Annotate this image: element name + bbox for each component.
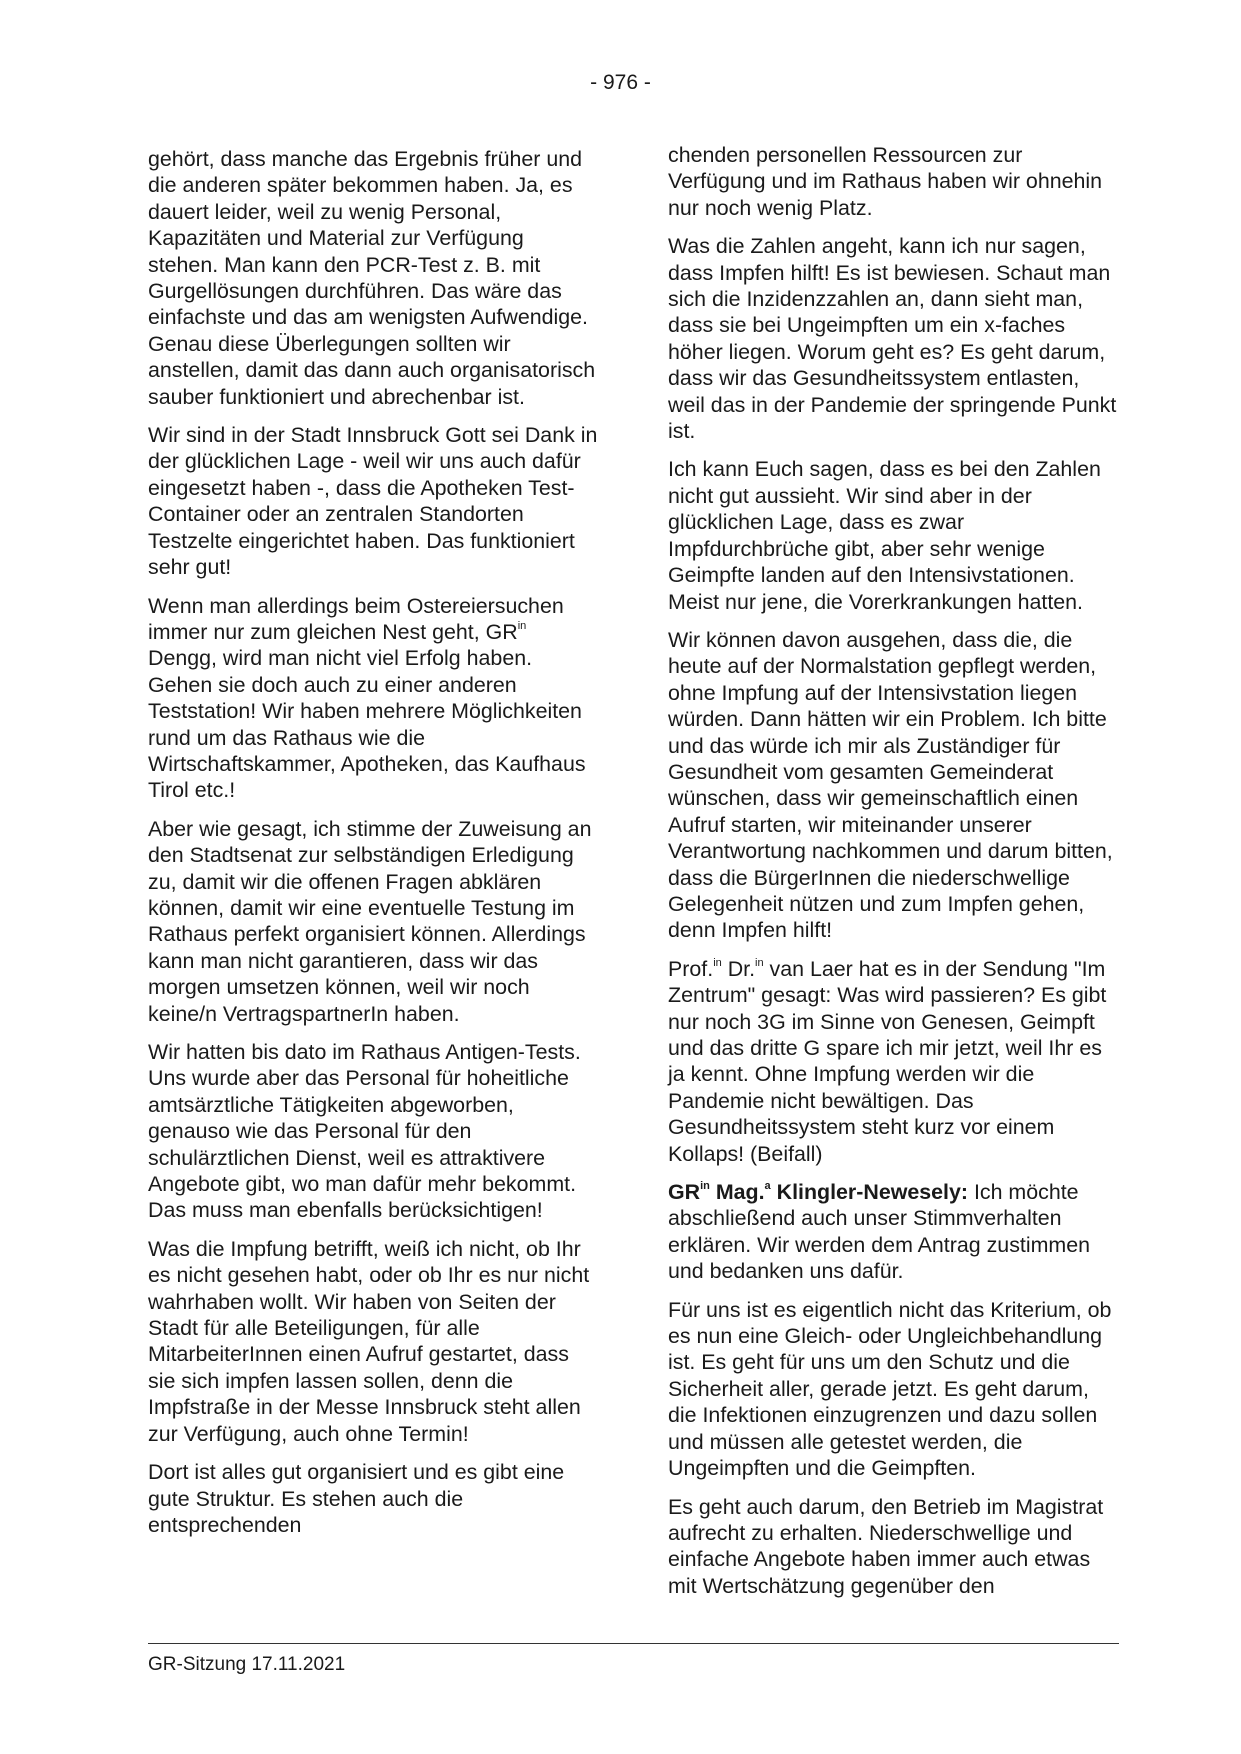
paragraph: Ich kann Euch sagen, dass es bei den Zahlen nicht gut aussieht. Wir sind aber in der glücklichen Lage, dass es zwar Impfdurchbrüche gibt, aber sehr wenige Geimpfte landen auf den Intensivstationen. Meist nur jene, die Vorerkrankungen hatten. [668,457,1101,614]
paragraph: Was die Zahlen angeht, kann ich nur sagen, dass Impfen hilft! Es ist bewiesen. Schaut man sich die Inzidenzzahlen an, dann sieht man, dass sie bei Ungeimpften um ein x-faches höher liegen. Worum geht es? Es geht darum, dass wir das Gesundheitssystem entlasten, weil das in der Pandemie der springende Punkt ist. [668,234,1117,444]
footer-session-date: GR-Sitzung 17.11.2021 [148,1654,346,1675]
text-segment: Mag. [709,1180,765,1205]
superscript: in [755,956,764,969]
text-segment: Dr. [721,956,756,981]
paragraph: Aber wie gesagt, ich stimme der Zuweisung an den Stadtsenat zur selbständigen Erledigung zu, damit wir die offenen Fragen abklären können, damit wir eine eventuelle Testung im Rathaus perfekt organisiert können. Allerdings kann man nicht garantieren, dass wir das morgen umsetzen können, weil wir noch keine/n VertragspartnerIn haben. [148,816,592,1026]
text-segment: Wenn man allerdings beim Ostereiersuchen immer nur zum gleichen Nest geht, GR [148,593,564,644]
paragraph: Wir sind in der Stadt Innsbruck Gott sei Dank in der glücklichen Lage - weil wir uns auch dafür eingesetzt haben -, dass die Apotheken Test-Container oder an zentralen Standorten Testzelte eingerichtet haben. Das funktioniert sehr gut! [148,423,598,580]
superscript: a [764,1179,771,1192]
right-column [668,142,1118,1611]
paragraph [668,1179,1118,1285]
text-segment: Klingler-Newesely: [770,1180,969,1205]
text-segment: Ich möchte abschließend auch unser Stimmverhalten erklären. Wir werden dem Antrag zustimmen und bedanken uns dafür. [668,1180,1091,1284]
left-column [148,146,598,1550]
superscript: in [713,956,722,969]
text-segment: van Laer hat es in der Sendung "Im Zentrum" gesagt: Was wird passieren? Es gibt nur noch 3G im Sinne von Genesen, Geimpft und das dritte G spare ich mir jetzt, weil Ihr es ja kennt. Ohne Impfung werden wir die Pandemie nicht bewältigen. Das Gesundheitssystem steht kurz vor einem Kollaps! (Beifall) [668,956,1107,1166]
text-segment: GR [668,1180,701,1205]
paragraph: Wir können davon ausgehen, dass die, die heute auf der Normalstation gepflegt werden, ohne Impfung auf der Intensivstation liegen würden. Dann hätten wir ein Problem. Ich bitte und das würde ich mir als Zuständiger für Gesundheit vom gesamten Gemeinderat wünschen, dass wir gemeinschaftlich einen Aufruf starten, wir miteinander unserer Verantwortung nachkommen und darum bitten, dass die BürgerInnen die niederschwellige Gelegenheit nützen und zum Impfen gehen, denn Impfen hilft! [668,627,1113,943]
paragraph: Was die Impfung betrifft, weiß ich nicht, ob Ihr es nicht gesehen habt, oder ob Ihr es nur nicht wahrhaben wollt. Wir haben von Seiten der Stadt für alle Beteiligungen, für alle MitarbeiterInnen einen Aufruf gestartet, dass sie sich impfen lassen sollen, denn die Impfstraße in der Messe Innsbruck steht allen zur Verfügung, auch ohne Termin! [148,1236,590,1446]
paragraph: Für uns ist es eigentlich nicht das Kriterium, ob es nun eine Gleich- oder Ungleichbehandlung ist. Es geht für uns um den Schutz und die Sicherheit aller, gerade jetzt. Es geht darum, die Infektionen einzugrenzen und dazu sollen und müssen alle getestet werden, die Ungeimpften und die Geimpften. [668,1297,1112,1481]
superscript: in [517,619,527,632]
paragraph: gehört, dass manche das Ergebnis früher und die anderen später bekommen haben. Ja, es dauert leider, weil zu wenig Personal, Kapazitäten und Material zur Verfügung stehen. Man kann den PCR-Test z. B. mit Gurgellösungen durchführen. Das wäre das einfachste und das am wenigsten Aufwendige. Genau diese Überlegungen sollten wir anstellen, damit das dann auch organisatorisch sauber funktioniert und abrechenbar ist. [148,147,596,409]
superscript: in [700,1179,710,1192]
paragraph: chenden personellen Ressourcen zur Verfügung und im Rathaus haben wir ohnehin nur noch wenig Platz. [668,143,1103,220]
page-number: - 976 - [590,71,651,94]
paragraph: Wir hatten bis dato im Rathaus Antigen-Tests. Uns wurde aber das Personal für hoheitliche amtsärztliche Tätigkeiten abgeworben, genauso wie das Personal für den schulärztlichen Dienst, weil es attraktivere Angebote gibt, wo man dafür mehr bekommt. Das muss man ebenfalls berücksichtigen! [148,1040,581,1223]
paragraph [668,956,1118,1167]
paragraph: Dort ist alles gut organisiert und es gibt eine gute Struktur. Es stehen auch die entsprechenden [148,1460,565,1537]
text-segment: Prof. [668,956,714,981]
footer-divider [148,1643,1119,1644]
paragraph: Es geht auch darum, den Betrieb im Magistrat aufrecht zu erhalten. Niederschwellige und einfache Angebote haben immer auch etwas mit Wertschätzung gegenüber den [668,1494,1104,1598]
paragraph [148,593,598,804]
speaker-name [668,1180,968,1204]
text-segment: Dengg, wird man nicht viel Erfolg haben. Gehen sie doch auch zu einer anderen Teststation! Wir haben mehrere Möglichkeiten rund um das Rathaus wie die Wirtschaftskammer, Apotheken, das Kaufhaus Tirol etc.! [148,646,586,803]
